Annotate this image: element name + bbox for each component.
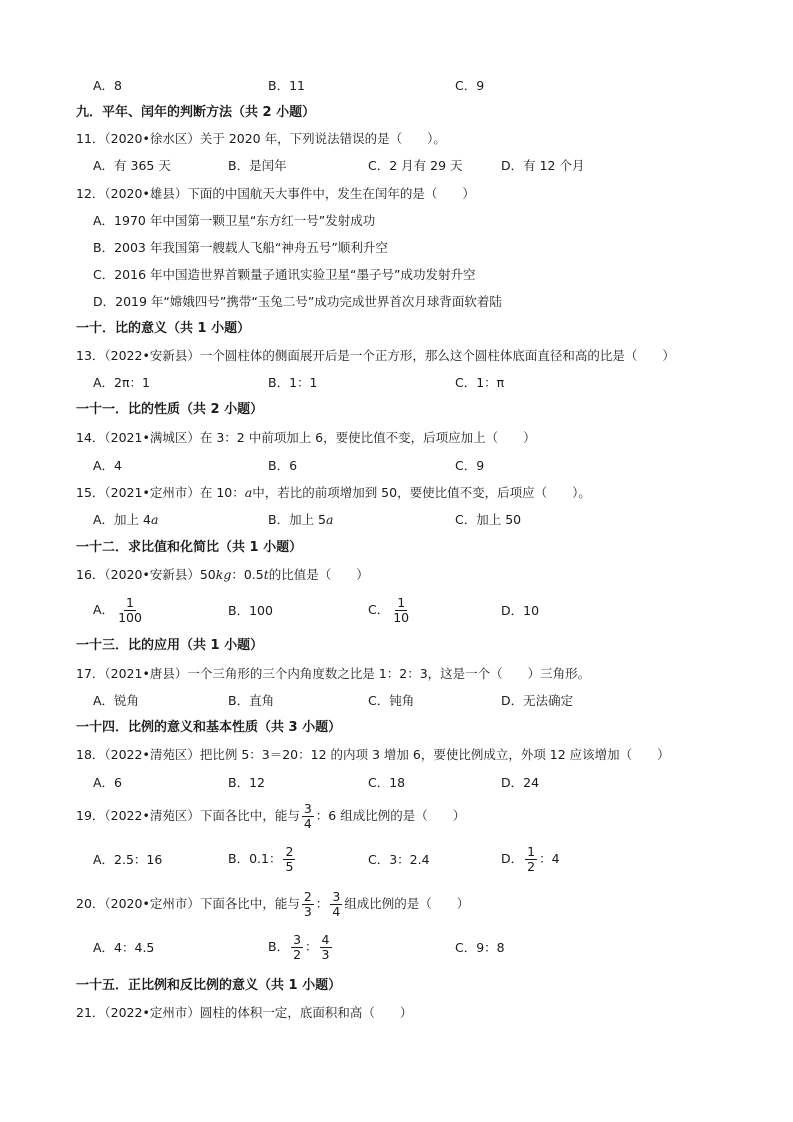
fraction: $\frac{2}{3}$	[303, 889, 312, 919]
q11-option-b: B．是闰年	[228, 158, 287, 173]
section-heading-11: 一十一．比的性质（共 2 小题）	[76, 402, 264, 417]
q15-option-a: A．加上 4a	[93, 512, 159, 527]
q15-option-c: C．加上 50	[455, 512, 522, 527]
section-heading-12: 一十二．求比值和化简比（共 1 小题）	[76, 540, 303, 555]
q10-option-c: C．9	[455, 78, 485, 93]
q12-option-d: D．2019 年“嫦娥四号”携带“玉兔二号”成功完成世界首次月球背面软着陆	[93, 294, 502, 309]
q12-option-c: C．2016 年中国造世界首颗量子通讯实验卫星“墨子号”成功发射升空	[93, 267, 476, 282]
question-12-stem: 12．（2020•雄县）下面的中国航天大事件中，发生在闰年的是（ ）	[76, 186, 475, 201]
section-heading-9: 九．平年、闰年的判断方法（共 2 小题）	[76, 105, 316, 120]
q16-option-d: D．10	[501, 603, 540, 618]
q12-option-a: A．1970 年中国第一颗卫星“东方红一号”发射成功	[93, 213, 376, 228]
variable-a: a	[244, 485, 253, 500]
section-heading-15: 一十五．正比例和反比例的意义（共 1 小题）	[76, 978, 342, 993]
fraction: $\frac{2}{5}$	[285, 844, 294, 874]
question-15-stem: 15．（2021•定州市）在 10：a中，若比的前项增加到 50，要使比值不变，后项应（ ）。	[76, 485, 591, 500]
fraction: $\frac{1}{2}$	[527, 844, 536, 874]
q12-option-b: B．2003 年我国第一艘载人飞船“神舟五号”顺利升空	[93, 240, 388, 255]
q18-option-b: B．12	[228, 775, 265, 790]
question-21-stem: 21．（2022•定州市）圆柱的体积一定，底面积和高（ ）	[76, 1005, 413, 1020]
q13-option-c: C．1：π	[455, 375, 505, 390]
q11-option-a: A．有 365 天	[93, 158, 171, 173]
q18-option-a: A．6	[93, 775, 123, 790]
q19-option-a: A．2.5：16	[93, 852, 163, 867]
question-18-stem: 18．（2022•清苑区）把比例 5：3＝20：12 的内项 3 增加 6，要使比例成立，外项 12 应该增加（ ）	[76, 747, 670, 762]
fraction: $\frac{1}{10}$	[393, 595, 410, 625]
q18-option-d: D．24	[501, 775, 540, 790]
q17-option-b: B．直角	[228, 693, 275, 708]
section-heading-13: 一十三．比的应用（共 1 小题）	[76, 638, 264, 653]
q19-option-d: D． $\frac{1}{2}$ ：4	[501, 844, 560, 874]
fraction: $\frac{3}{2}$	[293, 932, 302, 962]
fraction: $\frac{3}{4}$	[303, 801, 312, 831]
q16-option-a: A． $\frac{1}{100}$	[93, 595, 142, 625]
question-19-stem: 19．（2022•清苑区）下面各比中，能与 $\frac{3}{4}$ ：6 组成比例的是（ ）	[76, 801, 466, 831]
q18-option-c: C．18	[368, 775, 406, 790]
q14-option-a: A．4	[93, 458, 123, 473]
section-heading-10: 一十．比的意义（共 1 小题）	[76, 321, 251, 336]
question-16-stem: 16．（2020•安新县）50kg：0.5t的比值是（ ）	[76, 567, 369, 582]
question-11-stem: 11．（2020•徐水区）关于 2020 年，下列说法错误的是（ ）。	[76, 131, 446, 146]
section-heading-14: 一十四．比例的意义和基本性质（共 3 小题）	[76, 720, 342, 735]
q16-option-c: C． $\frac{1}{10}$	[368, 595, 410, 625]
q10-option-a: A．8	[93, 78, 123, 93]
q13-option-b: B．1：1	[268, 375, 318, 390]
question-13-stem: 13．（2022•安新县）一个圆柱体的侧面展开后是一个正方形，那么这个圆柱体底面直径和高的比是（ ）	[76, 348, 675, 363]
q19-option-c: C．3：2.4	[368, 852, 430, 867]
q10-option-b: B．11	[268, 78, 305, 93]
q15-option-b: B．加上 5a	[268, 512, 334, 527]
q17-option-a: A．锐角	[93, 693, 140, 708]
q16-option-b: B．100	[228, 603, 273, 618]
question-17-stem: 17．（2021•唐县）一个三角形的三个内角度数之比是 1：2：3，这是一个（ ）三角形。	[76, 666, 591, 681]
q11-option-d: D．有 12 个月	[501, 158, 585, 173]
q17-option-c: C．钝角	[368, 693, 415, 708]
fraction: $\frac{1}{100}$	[118, 595, 142, 625]
q14-option-c: C．9	[455, 458, 485, 473]
q14-option-b: B．6	[268, 458, 298, 473]
q17-option-d: D．无法确定	[501, 693, 574, 708]
question-14-stem: 14．（2021•满城区）在 3：2 中前项加上 6，要使比值不变，后项应加上（ ）	[76, 430, 536, 445]
q20-option-c: C．9：8	[455, 940, 505, 955]
question-20-stem: 20．（2020•定州市）下面各比中，能与 $\frac{2}{3}$ ： $\frac{3}{4}$ 组成比例的是（ ）	[76, 889, 470, 919]
q20-option-b: B． $\frac{3}{2}$ ： $\frac{4}{3}$	[268, 932, 330, 962]
q20-option-a: A．4：4.5	[93, 940, 155, 955]
q13-option-a: A．2π：1	[93, 375, 150, 390]
q19-option-b: B．0.1： $\frac{2}{5}$	[228, 844, 294, 874]
fraction: $\frac{3}{4}$	[332, 889, 341, 919]
fraction: $\frac{4}{3}$	[321, 932, 330, 962]
q11-option-c: C．2 月有 29 天	[368, 158, 463, 173]
